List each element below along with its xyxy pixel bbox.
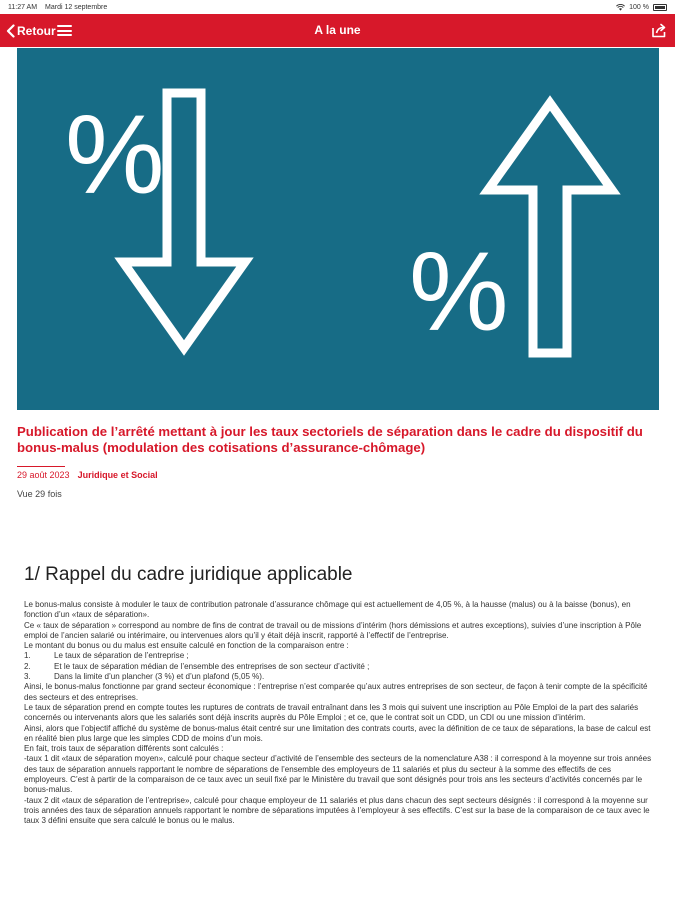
wifi-icon — [616, 4, 625, 11]
article-meta — [17, 470, 158, 480]
navigation-bar — [0, 14, 675, 47]
paragraph: Le bonus-malus consiste à moduler le taux de contribution patronale d’assurance chômage qui est actuellement de 4,05 %, à la hausse (malus) ou à la baisse (bonus), en fonction d’un «taux de séparation». — [24, 600, 631, 620]
percent-down-symbol: % — [65, 92, 165, 217]
paragraph: Ainsi, alors que l’objectif affiché du système de bonus-malus était centré sur une limitation des contrats courts, avec la définition de ce taux de séparations, la base de calcul est en réalité bien plus large que les simples CDD de moins d’un mois. — [24, 723, 651, 743]
article-date: 29 août 2023 — [17, 470, 70, 480]
article-category[interactable]: Juridique et Social — [77, 470, 158, 480]
hamburger-menu-icon[interactable] — [57, 25, 72, 36]
status-bar-right — [616, 4, 667, 11]
paragraph: -taux 2 dit «taux de séparation de l’entreprise», calculé pour chaque employeur de 11 salariés et plus dans chacun des sept secteurs désignés : il correspond à la moyenne sur trois années des taux de séparation annuels rapportant le nombre de séparations imputées à l’employeur à ses effectifs. C’est sur la base de la comparaison de ce taux avec le taux 3 défini ensuite que sera calculé le bonus ou le malus. — [24, 795, 650, 826]
battery-icon — [653, 4, 667, 11]
battery-percent: 100 % — [629, 3, 649, 11]
paragraph: -taux 1 dit «taux de séparation moyen», calculé pour chaque secteur d’activité de l’ensemble des secteurs de la nomenclature A38 : il correspond à la moyenne sur trois années des taux de séparation annuels rapportant le nombre de séparations de l’ensemble des employeurs de 11 salariés et plus du secteur à la somme des effectifs de ces employeurs. C’est à partir de la comparaison de ce taux avec un seuil fixé par le Ministère du travail que sont désignés pour trois ans les secteurs d’activités concernés par le bonus-malus. — [24, 754, 652, 795]
list-item — [24, 672, 654, 682]
list-item — [24, 651, 654, 661]
section-title: 1/ Rappel du cadre juridique applicable — [24, 564, 353, 585]
paragraph: Ainsi, le bonus-malus fonctionne par grand secteur économique : l’entreprise n’est comparée qu’aux autres entreprises de son secteur, de façon à tenir compte de la spécificité des secteurs et des entreprises. — [24, 682, 648, 702]
status-time: 11:27 AM — [8, 3, 38, 11]
list-text: Le taux de séparation de l’entreprise ; — [54, 651, 189, 661]
meta-divider — [17, 466, 65, 467]
status-date: Mardi 12 septembre — [45, 3, 108, 11]
article-body — [24, 600, 654, 827]
article-title: Publication de l’arrêté mettant à jour les taux sectoriels de séparation dans le cadre du dispositif du bonus-malus (modulation des cotisations d’assurance-chômage) — [17, 424, 643, 455]
list-item — [24, 662, 654, 672]
percent-arrows-illustration — [17, 48, 659, 410]
list-number: 1. — [24, 651, 31, 661]
paragraph: Le montant du bonus ou du malus est ensuite calculé en fonction de la comparaison entre : — [24, 641, 349, 651]
view-count: Vue 29 fois — [17, 489, 62, 499]
page-title: A la une — [314, 23, 361, 37]
hero-image — [17, 48, 659, 410]
status-bar-left — [8, 4, 113, 11]
list-number: 3. — [24, 672, 31, 682]
back-button[interactable] — [6, 14, 56, 47]
paragraph: En fait, trois taux de séparation différents sont calculés : — [24, 744, 224, 754]
list-number: 2. — [24, 661, 31, 671]
share-icon[interactable] — [651, 23, 667, 38]
back-button-label: Retour — [17, 23, 56, 38]
status-bar — [0, 0, 675, 14]
list-text: Et le taux de séparation médian de l’ensemble des entreprises de son secteur d’activité ; — [54, 661, 370, 671]
percent-up-symbol: % — [409, 229, 509, 354]
chevron-left-icon — [6, 24, 15, 38]
paragraph: Le taux de séparation prend en compte toutes les ruptures de contrats de travail entraînant dans les 3 mois qui suivent une inscription au Pôle Emploi de la part des salariés concernés ou intervenants alors que les salariés sont déjà inscrits auprès du Pôle Emploi ; et ce, que le contrat soit un CDD, un CDI ou une mission d’intérim. — [24, 702, 639, 723]
list-text: Dans la limite d’un plancher (3 %) et d’un plafond (5,05 %). — [54, 672, 265, 682]
paragraph: Ce « taux de séparation » correspond au nombre de fins de contrat de travail ou de missions d’intérim (hors démissions et autres exceptions), suivies d’une inscription à Pôle emploi de l’ancien salarié ou intérimaire, ou intervenues alors qu’il y était déjà inscrit, rapporté à l’effectif de l’entreprise. — [24, 620, 642, 640]
